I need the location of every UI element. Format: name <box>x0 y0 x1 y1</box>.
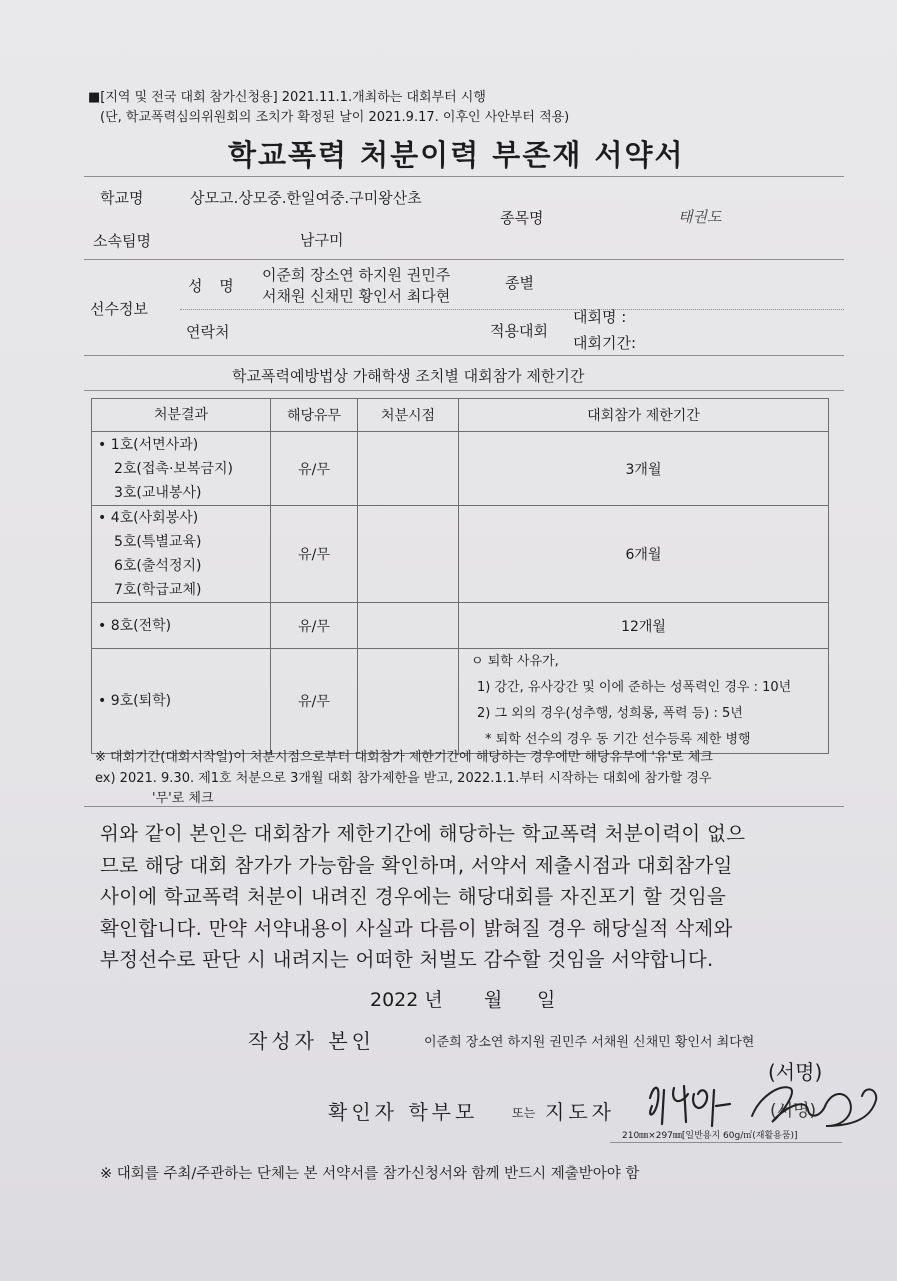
expulsion-limit-cell: ㅇ 퇴학 사유가, 1) 강간, 유사강간 및 이에 준하는 성폭력인 경우 : 10년 2) 그 외의 경우(성추행, 성희롱, 폭력 등) : 5년 * 퇴학 선수의 경우 동 기간 선수등록 제한 병행 <box>459 649 829 754</box>
document-title: 학교폭력 처분이력 부존재 서약서 <box>228 138 685 172</box>
sport-label: 종목명 <box>500 209 544 227</box>
table-row <box>92 432 829 506</box>
author-names: 이준희 장소연 하지원 권민주 서채원 신채민 황인서 최다현 <box>424 1035 755 1050</box>
confirm-sign-mark: (서명) <box>770 1101 817 1121</box>
header-cell: 해당유무 <box>271 399 358 432</box>
table-row <box>92 506 829 603</box>
event-label: 종별 <box>505 274 534 292</box>
footer-note: ※ 대회를 주최/주관하는 단체는 본 서약서를 참가신청서와 함께 반드시 제출받아야 함 <box>100 1166 640 1182</box>
limit-cell: 12개월 <box>459 603 829 649</box>
handwritten-signature <box>640 1076 890 1134</box>
limit-cell: 3개월 <box>459 432 829 506</box>
divider <box>84 806 844 807</box>
date-day: 일 <box>537 989 556 1011</box>
confirm-label-2: 지도자 <box>545 1100 615 1124</box>
table-caption: 학교폭력예방법상 가해학생 조치별 대회참가 제한기간 <box>232 367 585 385</box>
name-label: 성 명 <box>188 277 240 295</box>
disposition-cell: • 1호(서면사과) 2호(접촉·보복금지) 3호(교내봉사) <box>92 432 271 506</box>
note-line-3: '무'로 체크 <box>152 791 214 806</box>
header-cell: 처분시점 <box>358 399 459 432</box>
applied-competition-label: 적용대회 <box>490 322 548 340</box>
sport-value: 태권도 <box>678 208 722 226</box>
header-cell: 대회참가 제한기간 <box>459 399 829 432</box>
contact-label: 연락처 <box>186 323 230 341</box>
team-label: 소속팀명 <box>93 232 151 250</box>
competition-name-label: 대회명 : <box>573 308 627 326</box>
disposition-cell: • 9호(퇴학) <box>92 649 271 754</box>
restriction-table <box>91 398 829 754</box>
disposition-date-cell[interactable] <box>358 506 459 603</box>
notice-line-2: (단, 학교폭력심의위원회의 조치가 확정된 날이 2021.9.17. 이후인 사안부터 적용) <box>100 110 570 125</box>
school-value: 상모고.상모중.한일여중.구미왕산초 <box>190 189 422 207</box>
player-info-label: 선수정보 <box>90 300 148 318</box>
disposition-cell: • 8호(전학) <box>92 603 271 649</box>
note-line-1: ※ 대회기간(대회시작일)이 처분시점으로부터 대회참가 제한기간에 해당하는 경우에만 해당유무에 '유'로 체크 <box>95 750 713 765</box>
competition-period-label: 대회기간: <box>573 334 637 352</box>
divider <box>84 176 844 177</box>
disposition-date-cell[interactable] <box>358 603 459 649</box>
player-names-line-1: 이준희 장소연 하지원 권민주 <box>262 266 451 284</box>
status-cell[interactable]: 유/무 <box>271 603 358 649</box>
author-label: 작성자 본인 <box>248 1029 375 1053</box>
limit-cell: 6개월 <box>459 506 829 603</box>
or-label: 또는 <box>512 1106 536 1120</box>
divider <box>84 259 844 260</box>
table-row <box>92 603 829 649</box>
status-cell[interactable]: 유/무 <box>271 432 358 506</box>
player-names-line-2: 서채원 신채민 황인서 최다현 <box>262 287 451 305</box>
pledge-paragraph: 위와 같이 본인은 대회참가 제한기간에 해당하는 학교폭력 처분이력이 없으 므로 해당 대회 참가가 가능함을 확인하며, 서약서 제출시점과 대회참가일 사이에 학교폭력 처분이 내려진 경우에는 해당대회를 자진포기 할 것임을 확인합니다. 만약 서약내용이 사실과 다름이 밝혀질 경우 해당실적 삭제와 부정선수로 판단 시 내려지는 어떠한 처벌도 감수할 것임을 서약합니다. <box>100 822 746 971</box>
divider <box>610 1142 842 1143</box>
status-cell[interactable]: 유/무 <box>271 649 358 754</box>
table-row <box>92 649 829 754</box>
date-month: 월 <box>484 989 503 1011</box>
divider <box>180 309 844 310</box>
disposition-date-cell[interactable] <box>358 432 459 506</box>
divider <box>84 390 844 391</box>
team-value: 남구미 <box>300 231 344 249</box>
confirm-label: 확인자 학부모 <box>328 1100 479 1124</box>
status-cell[interactable]: 유/무 <box>271 506 358 603</box>
header-cell: 처분결과 <box>92 399 271 432</box>
date-year: 2022 년 <box>370 989 443 1011</box>
disposition-cell: • 4호(사회봉사) 5호(특별교육) 6호(출석정지) 7호(학급교체) <box>92 506 271 603</box>
author-sign-mark: (서명) <box>768 1060 823 1084</box>
divider <box>84 355 844 356</box>
disposition-date-cell[interactable] <box>358 649 459 754</box>
notice-line-1: ■[지역 및 전국 대회 참가신청용] 2021.11.1.개최하는 대회부터 시행 <box>88 90 486 105</box>
paper-spec: 210㎜×297㎜[일반용지 60g/㎡(재활용품)] <box>622 1131 798 1141</box>
note-line-2: ex) 2021. 9.30. 제1호 처분으로 3개월 대회 참가제한을 받고, 2022.1.1.부터 시작하는 대회에 참가할 경우 <box>95 771 712 786</box>
school-label: 학교명 <box>100 189 144 207</box>
